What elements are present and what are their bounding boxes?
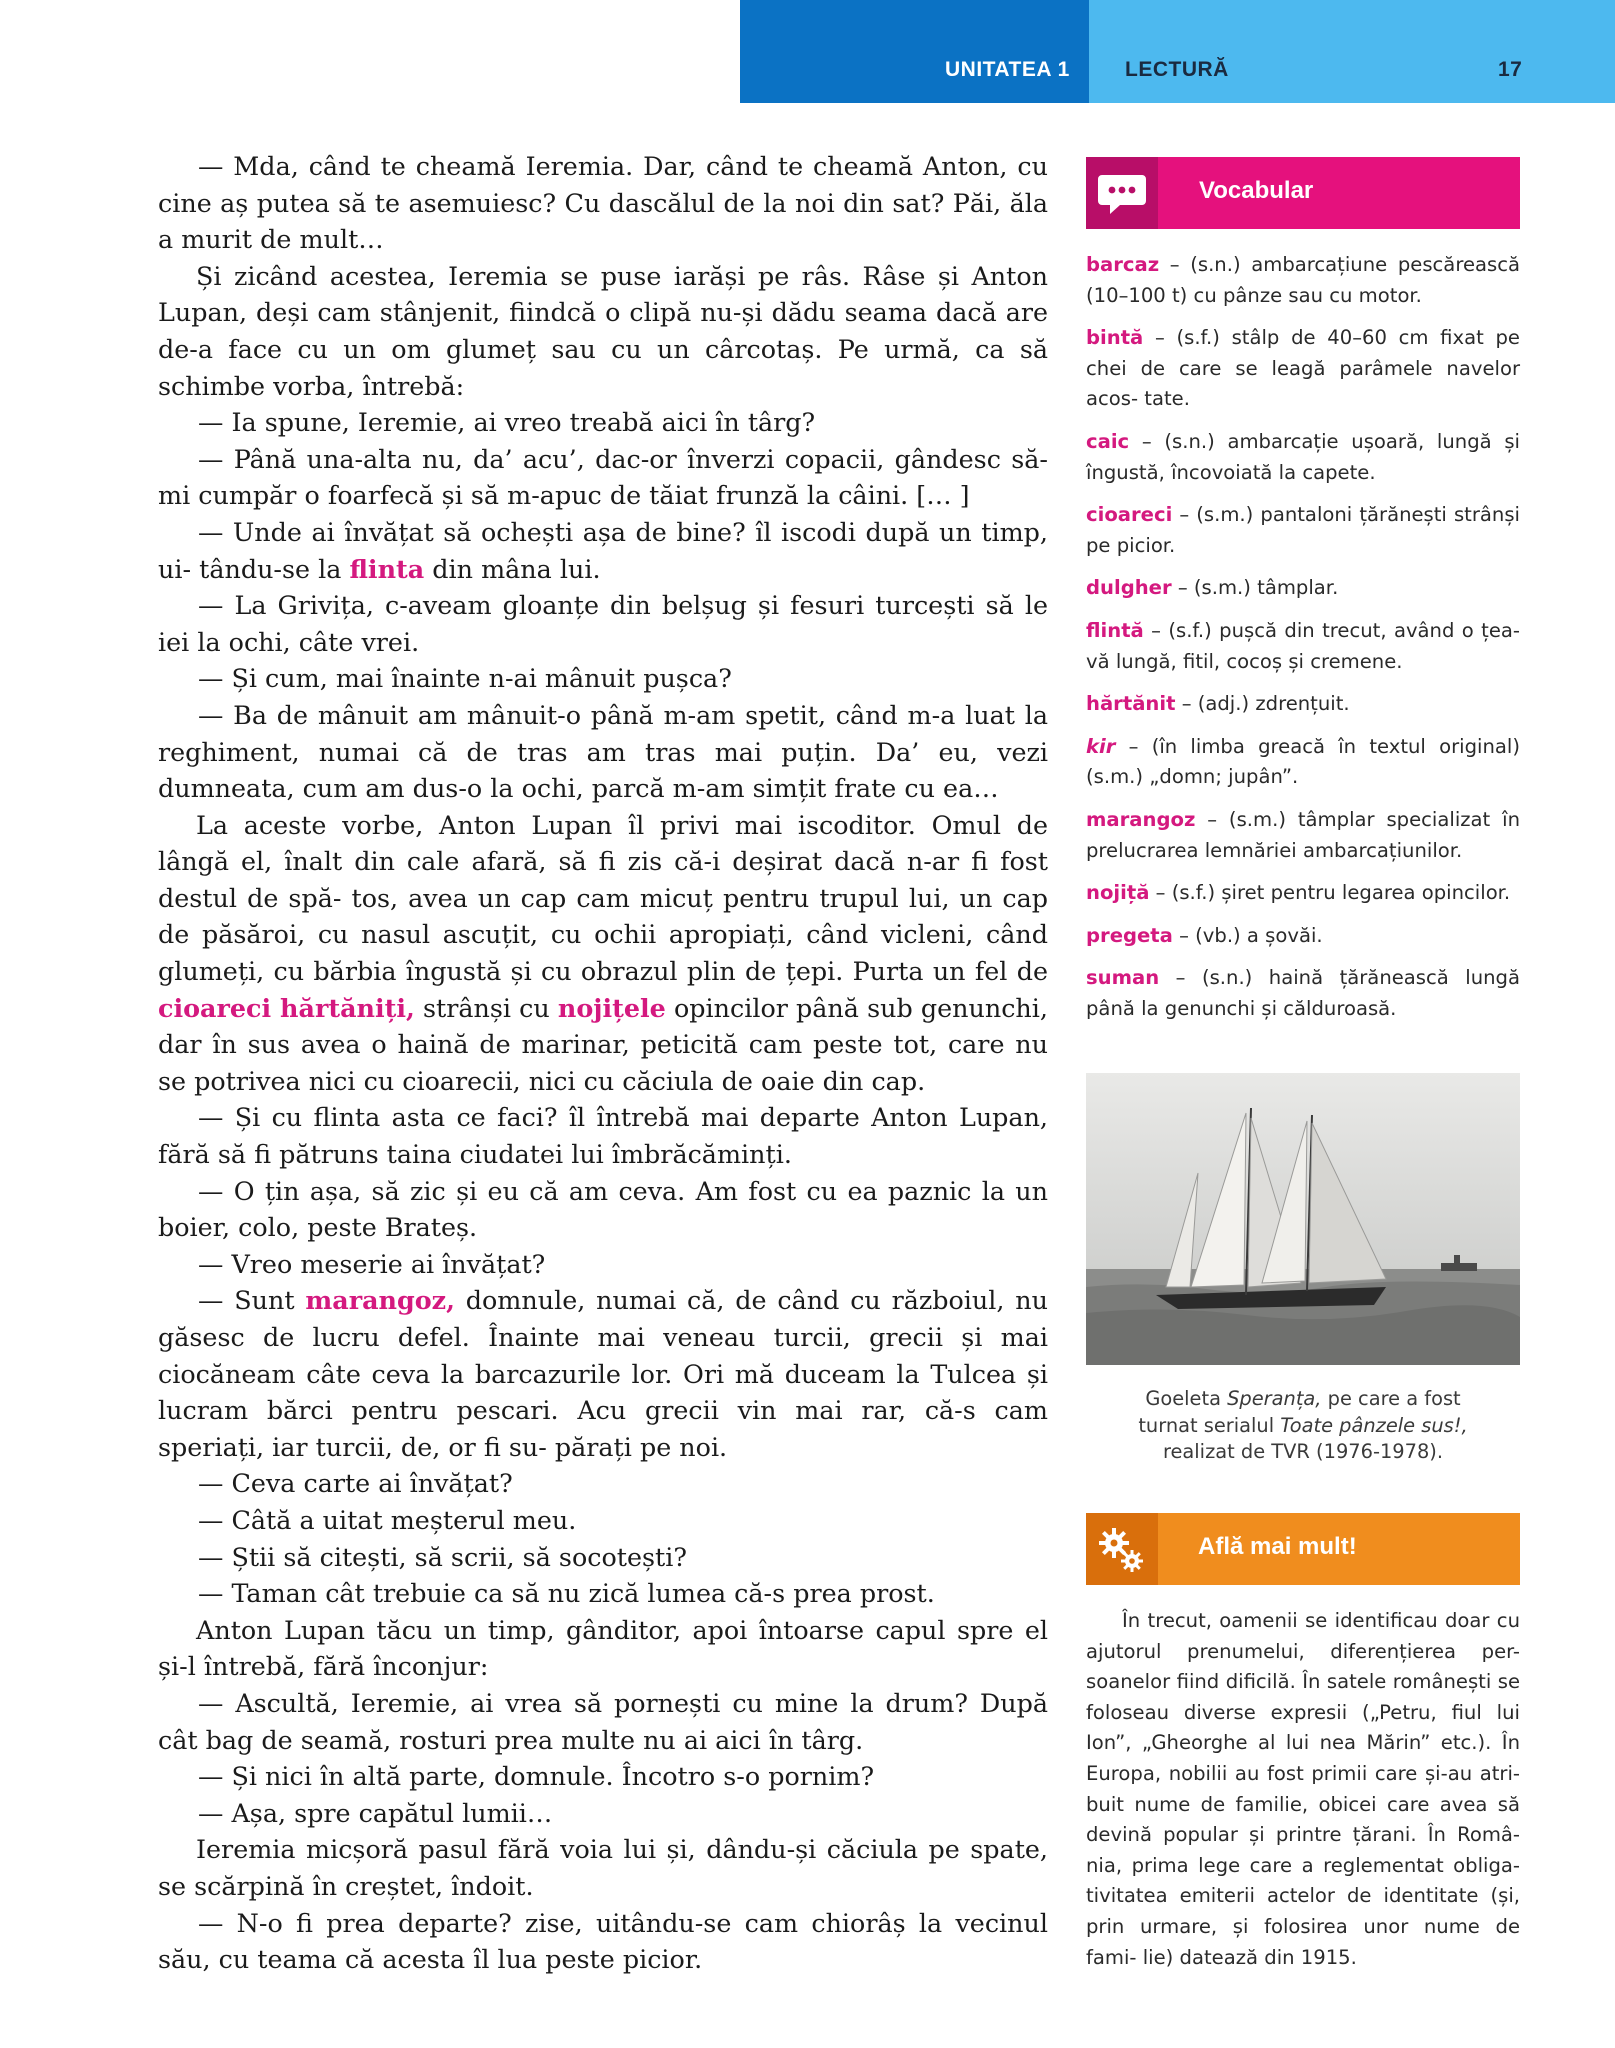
text-paragraph: [158, 807, 1048, 1100]
paragraph-text: — Și cum, mai înainte n-ai mânuit pușca?: [198, 663, 732, 694]
vocabular-definition: – (s.m.) pantaloni țărănești strânși pe picior.: [1086, 503, 1520, 557]
vocabular-title: Vocabular: [1199, 177, 1314, 204]
text-paragraph: [158, 1465, 1048, 1502]
text-paragraph: [158, 1246, 1048, 1283]
paragraph-text: — Vreo meserie ai învățat?: [198, 1248, 546, 1279]
vocabular-term: marangoz: [1086, 807, 1196, 831]
vocabular-list: [1086, 250, 1520, 1036]
vocabular-term: caic: [1086, 429, 1130, 453]
vocabular-term: cioareci: [1086, 503, 1173, 527]
vocabular-entry: [1086, 963, 1520, 1024]
text-paragraph: [158, 1831, 1048, 1904]
vocabular-term: suman: [1086, 966, 1160, 990]
vocabular-entry: [1086, 732, 1520, 793]
paragraph-text: — Ba de mânuit am mânuit-o până m-am spetit, când m-a luat la reghiment, numai că de tras am tras mai puțin. Da’ eu, vezi dumneata, cum am dus-o la ochi, parcă m-am simțit frate cu ea…: [158, 699, 1048, 804]
vocabular-entry: [1086, 427, 1520, 488]
vocabular-definition: – (s.n.) ambarcațiune pescărească (10–100 t) cu pânze sau cu motor.: [1086, 253, 1520, 307]
paragraph-text: — Știi să citești, să scrii, să socotești?: [198, 1541, 687, 1572]
paragraph-text: — Așa, spre capătul lumii…: [198, 1797, 553, 1828]
vocabular-entry: [1086, 921, 1520, 952]
paragraph-text: — Ia spune, Ieremie, ai vreo treabă aici în târg?: [198, 407, 816, 438]
text-paragraph: [158, 404, 1048, 441]
header-section-label: LECTURĂ: [1125, 58, 1229, 81]
text-paragraph: [158, 1575, 1048, 1612]
paragraph-text: strânși cu: [414, 992, 558, 1023]
vocabular-term: bintă: [1086, 326, 1144, 350]
afla-mai-mult-header: [1086, 1513, 1520, 1585]
vocabular-term: kir: [1086, 734, 1116, 758]
vocabular-entry: [1086, 805, 1520, 866]
text-paragraph: [158, 660, 1048, 697]
vocabular-definition: – (adj.) zdrențuit.: [1175, 692, 1350, 716]
paragraph-text: — Câtă a uitat meșterul meu.: [198, 1504, 577, 1535]
paragraph-text: Ieremia micșoră pasul fără voia lui și, dându-și căciula pe spate, se scărpină în creștet, îndoit.: [158, 1834, 1048, 1901]
main-text-column: [158, 148, 1048, 1978]
schooner-photo: [1086, 1073, 1520, 1365]
text-paragraph: [158, 1502, 1048, 1539]
vocabular-entry: [1086, 689, 1520, 720]
vocabular-term: flintă: [1086, 618, 1144, 642]
paragraph-text: — Taman cât trebuie ca să nu zică lumea că-s prea prost.: [198, 1578, 935, 1609]
paragraph-text: — N-o fi prea departe? zise, uitându-se cam chiorâș la vecinul său, cu teama că acesta îl lua peste picior.: [158, 1907, 1048, 1975]
vocabular-term: hărtănit: [1086, 692, 1176, 716]
afla-mai-mult-text: În trecut, oamenii se identificau doar cu ajutorul prenumelui, diferențierea per- soanelor fiind dificilă. În satele românești se foloseau diverse expresii („Petru, fiul lui Ion”, „Gheorghe al lui nea Mărin” etc.). În Europa, nobilii au fost primii care și-au atri- buit nume de familie, obicei care avea să devină popular și printre țărani. În Româ- nia, prima lege care a reglementat obliga- tivitatea emiterii actelor de identitate (și, prin urmare, și folosirea unor nume de fami- lie) datează din 1915.: [1086, 1609, 1520, 1969]
vocabular-entry: [1086, 573, 1520, 604]
page-number: 17: [1498, 58, 1523, 81]
vocabular-entry: [1086, 250, 1520, 311]
speech-bubble-icon: [1086, 157, 1158, 229]
text-paragraph: [158, 1795, 1048, 1832]
paragraph-text: — Până una-alta nu, da’ acu’, dac-or înverzi copacii, gândesc să-mi cumpăr o foarfecă și să m-apuc de tăiat frunză la câini. [… ]: [158, 443, 1048, 511]
text-paragraph: [158, 1612, 1048, 1685]
vocabular-definition: – (s.m.) tâmplar.: [1171, 576, 1339, 600]
text-paragraph: [158, 1539, 1048, 1576]
text-paragraph: [158, 441, 1048, 514]
vocabular-definition: – (s.f.) pușcă din trecut, având o țea- vă lungă, fitil, cocoș și cremene.: [1086, 618, 1520, 673]
vocabular-definition: – (vb.) a șovăi.: [1172, 923, 1323, 947]
vocabular-definition: – (s.n.) ambarcație ușoară, lungă și îngustă, încovoiată la capete.: [1086, 429, 1520, 484]
header-unit-label: UNITATEA 1: [945, 58, 1070, 81]
text-paragraph: [158, 258, 1048, 404]
glossary-highlight: marangoz,: [305, 1285, 455, 1316]
vocabular-definition: – (s.f.) șiret pentru legarea opincilor.: [1149, 881, 1511, 905]
text-paragraph: [158, 697, 1048, 807]
photo-caption: Goeleta Speranța, pe care a fost turnat serialul Toate pânzele sus!, realizat de TVR (1976-1978).: [1138, 1387, 1468, 1463]
paragraph-text: — Ascultă, Ieremie, ai vrea să pornești cu mine la drum? După cât bag de seamă, rosturi prea multe nu ai aici în târg.: [158, 1687, 1048, 1755]
vocabular-definition: – (s.m.) tâmplar specializat în prelucrarea lemnăriei ambarcațiunilor.: [1086, 807, 1520, 862]
vocabular-entry: [1086, 878, 1520, 909]
paragraph-text: opincilor până sub genunchi, dar în sus avea o haină de marinar, peticită cam peste tot, care nu se potrivea nici cu cioarecii, nici cu căciula de oaie din cap.: [158, 992, 1048, 1096]
paragraph-text: — Și nici în altă parte, domnule. Încotro s-o pornim?: [198, 1761, 875, 1792]
vocabular-entry: [1086, 616, 1520, 677]
vocabular-entry: [1086, 323, 1520, 415]
paragraph-text: domnule, numai că, de când cu războiul, nu găsesc de lucru defel. Înainte mai veneau turcii, grecii și mai ciocăneam câte ceva la barcazurile lor. Ori mă duceam la Tulcea și lucram bărci pentru pescari. Acu grecii vin mai rar, că-s cam speriați, iar turcii, de, or fi su- părați pe noi.: [158, 1285, 1048, 1462]
vocabular-definition: – (în limba greacă în textul original) (s.m.) „domn; jupân”.: [1086, 734, 1520, 789]
paragraph-text: La aceste vorbe, Anton Lupan îl privi mai iscoditor. Omul de lângă el, înalt din cale afară, să fi zis că-i deșirat dacă n-ar fi fost destul de spă- tos, avea un cap cam micuț pentru trupul lui, un cap de păsăroi, cu nasul ascuțit, cu ochii apropiați, când vicleni, când glumeți, cu bărbia îngustă și cu obrazul plin de țepi. Purta un fel de: [158, 809, 1048, 987]
text-paragraph: [158, 514, 1048, 587]
paragraph-text: — La Grivița, c-aveam gloanțe din belșug și fesuri turcești să le iei la ochi, câte vrei.: [158, 590, 1048, 657]
vocabular-header: [1086, 157, 1520, 229]
text-paragraph: [158, 1173, 1048, 1246]
vocabular-definition: – (s.f.) stâlp de 40–60 cm fixat pe chei de care se leagă parâmele navelor acos- tate.: [1086, 326, 1520, 411]
paragraph-text: Și zicând acestea, Ieremia se puse iarăși pe râs. Râse și Anton Lupan, deși cam stânjenit, fiindcă o clipă nu-și dădu seama dacă are de-a face cu un om glumeț sau cu un cârcotaș. Pe urmă, ca să schimbe vorba, întrebă:: [158, 260, 1048, 401]
vocabular-term: pregeta: [1086, 923, 1173, 947]
gears-icon: [1086, 1513, 1158, 1585]
text-paragraph: [158, 587, 1048, 660]
text-paragraph: [158, 1282, 1048, 1465]
paragraph-text: — Mda, când te cheamă Ieremia. Dar, când te cheamă Anton, cu cine aș putea să te asemuiesc? Cu dascălul de la noi din sat? Păi, ăla a murit de mult…: [158, 151, 1048, 255]
header-unit-bar: [740, 0, 1089, 103]
vocabular-term: dulgher: [1086, 576, 1172, 600]
paragraph-text: — Și cu flinta asta ce faci? îl întrebă mai departe Anton Lupan, fără să fi pătruns taina ciudatei lui îmbrăcăminți.: [158, 1102, 1048, 1170]
paragraph-text: — Unde ai învățat să ochești așa de bine? îl iscodi după un timp, ui- tându-se la: [158, 516, 1048, 584]
text-paragraph: [158, 1685, 1048, 1758]
text-paragraph: [158, 148, 1048, 258]
text-paragraph: [158, 1099, 1048, 1172]
paragraph-text: — Ceva carte ai învățat?: [198, 1468, 513, 1499]
vocabular-entry: [1086, 500, 1520, 561]
vocabular-definition: – (s.n.) haină țărănească lungă până la genunchi și călduroasă.: [1086, 966, 1520, 1020]
paragraph-text: Anton Lupan tăcu un timp, gânditor, apoi întoarse capul spre el și-l întrebă, fără înconjur:: [158, 1614, 1048, 1682]
text-paragraph: [158, 1758, 1048, 1795]
text-paragraph: [158, 1905, 1048, 1978]
paragraph-text: — Sunt: [198, 1285, 306, 1316]
paragraph-text: din mâna lui.: [424, 553, 601, 584]
glossary-highlight: cioareci hărtăniți,: [158, 992, 415, 1023]
afla-mai-mult-title: Află mai mult!: [1198, 1533, 1357, 1560]
glossary-highlight: flinta: [349, 553, 425, 584]
glossary-highlight: nojițele: [557, 992, 666, 1023]
header-section-bar: [1089, 0, 1615, 103]
paragraph-text: — O țin așa, să zic și eu că am ceva. Am fost cu ea paznic la un boier, colo, peste Brateș.: [158, 1175, 1048, 1243]
vocabular-term: nojiță: [1086, 881, 1150, 905]
vocabular-term: barcaz: [1086, 253, 1160, 276]
